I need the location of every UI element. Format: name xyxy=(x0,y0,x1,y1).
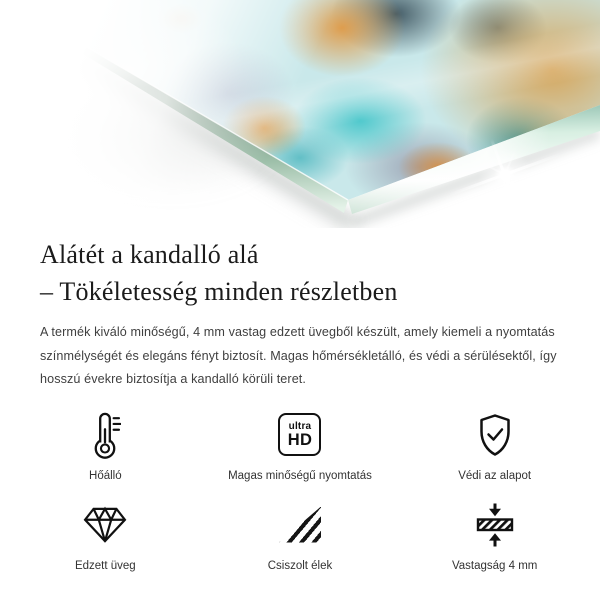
feature-label: Edzett üveg xyxy=(74,559,136,572)
feature-print-quality xyxy=(203,409,398,483)
page-title xyxy=(40,236,560,310)
feature-polished-edges xyxy=(203,499,398,573)
feature-grid xyxy=(0,409,600,573)
product-image xyxy=(0,0,600,228)
ultra-hd-badge xyxy=(278,413,321,456)
feature-label: Védi az alapot xyxy=(458,469,532,482)
description-line: hosszú évekre biztosítja a kandalló körüli teret. xyxy=(40,372,307,386)
ultra-hd-icon xyxy=(278,409,321,461)
page-title-line2: – Tökéletesség minden részletben xyxy=(40,277,398,306)
product-description-text xyxy=(40,321,560,392)
polished-edges-triangle xyxy=(279,507,321,543)
description-line: színmélységét és elegáns fényt biztosít. Magas hőmérsékletálló, és védi a sérülésektől, így xyxy=(40,348,557,363)
feature-tempered-glass xyxy=(8,499,203,573)
page-title-line1: Alátét a kandalló alá xyxy=(40,240,259,269)
feature-label: Hőálló xyxy=(89,469,122,482)
shield-check-icon xyxy=(475,409,515,461)
feature-heat-resistant xyxy=(8,409,203,483)
sparkle-glint xyxy=(445,115,565,228)
thickness-icon xyxy=(476,499,514,551)
description-line: A termék kiváló minőségű, 4 mm vastag edzett üvegből készült, amely kiemeli a nyomtatás xyxy=(40,325,555,339)
polished-edges-icon xyxy=(279,499,321,551)
ultra-hd-badge-top: ultra xyxy=(288,420,312,432)
copy-block xyxy=(0,228,600,392)
sparkle-ray xyxy=(493,147,517,202)
ultra-hd-badge-bottom: HD xyxy=(287,430,313,449)
feature-thickness xyxy=(397,499,592,573)
diamond-icon xyxy=(82,499,128,551)
feature-label: Csiszolt élek xyxy=(267,559,333,572)
thermometer-icon xyxy=(89,409,121,461)
feature-label: Vastagság 4 mm xyxy=(451,559,538,572)
sparkle-ray xyxy=(479,160,531,189)
feature-label: Magas minőségű nyomtatás xyxy=(228,469,372,482)
feature-protects-base xyxy=(397,409,592,483)
